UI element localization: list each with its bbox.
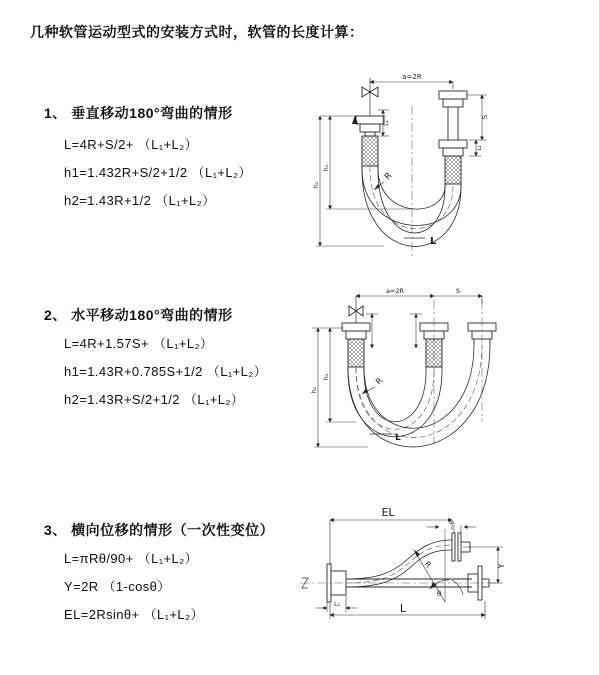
section-1-formula-h1: h1=1.432R+S/2+1/2 （L₁+L₂）	[64, 165, 252, 180]
dim-label-S: S	[481, 114, 489, 120]
section-3-formula-EL: EL=2Rsinθ+ （L₁+L₂）	[64, 607, 204, 622]
dim-fittings	[366, 314, 422, 348]
centerline	[434, 300, 482, 444]
label-R: R	[374, 376, 385, 387]
section-1-formula-L: L=4R+S/2+ （L₁+L₂）	[64, 137, 199, 152]
diagram-lateral-displacement	[300, 503, 595, 658]
label-L: L	[430, 236, 437, 247]
section-2-formula-L: L=4R+1.57S+ （L₁+L₂）	[64, 336, 214, 351]
hose-curves	[346, 540, 452, 587]
section-2-heading: 2、 水平移动180°弯曲的情形	[44, 307, 233, 323]
section-1-formula-h2: h2=1.43R+1/2 （L₁+L₂）	[64, 193, 216, 208]
label-R: R	[422, 559, 434, 570]
dim-label-a2R: a=2R	[385, 287, 405, 295]
left-fitting	[342, 323, 370, 367]
section-3-formula-L: L=πRθ/90+ （L₁+L₂）	[64, 551, 198, 566]
section-2-formula-h2: h2=1.43R+S/2+1/2 （L₁+L₂）	[64, 392, 245, 407]
dim-label-h2: h₂	[310, 386, 318, 394]
label-L: L	[395, 433, 401, 443]
dim-label-h2: h₂	[312, 181, 320, 189]
section-3-formula-Y: Y=2R （1-cosθ）	[64, 579, 171, 594]
dim-label-Y: Y	[497, 563, 506, 569]
label-theta: θ	[437, 590, 442, 598]
dim-L	[330, 601, 485, 619]
left-end-fitting	[356, 116, 384, 166]
radius-leader	[362, 387, 375, 394]
right-end-fitting	[439, 91, 467, 184]
dim-label-L1: L₁	[449, 519, 455, 526]
dim-a2R	[370, 82, 453, 89]
dim-label-L2: L₂	[477, 145, 483, 151]
dim-label-L1: L₁	[383, 120, 390, 126]
dim-label-L2: L₂	[334, 601, 340, 608]
hose-curves	[348, 344, 490, 447]
diagram-vertical-180-bend	[312, 70, 590, 262]
page-title: 几种软管运动型式的安装方式时，软管的长度计算：	[30, 24, 364, 40]
dim-label-h1: h₁	[322, 164, 330, 172]
dim-a2R-S	[356, 296, 482, 304]
dim-label-h1: h₁	[322, 373, 330, 381]
label-R: R	[382, 170, 395, 183]
section-2-formula-h1: h1=1.43R+0.785S+1/2 （L₁+L₂）	[64, 364, 268, 379]
dim-label-S: S	[455, 287, 461, 295]
diagram-horizontal-180-bend	[308, 282, 593, 457]
dim-label-EL: EL	[381, 506, 395, 519]
dim-label-a2R: a=2R	[402, 73, 422, 81]
dim-label-L: L	[399, 602, 407, 615]
dim-L1	[427, 525, 476, 533]
valve-icon	[349, 296, 363, 323]
section-3-heading: 3、 横向位移的情形（一次性变位）	[44, 522, 275, 538]
section-1-heading: 1、 垂直移动180°弯曲的情形	[44, 105, 233, 121]
valve-icon	[362, 78, 378, 116]
